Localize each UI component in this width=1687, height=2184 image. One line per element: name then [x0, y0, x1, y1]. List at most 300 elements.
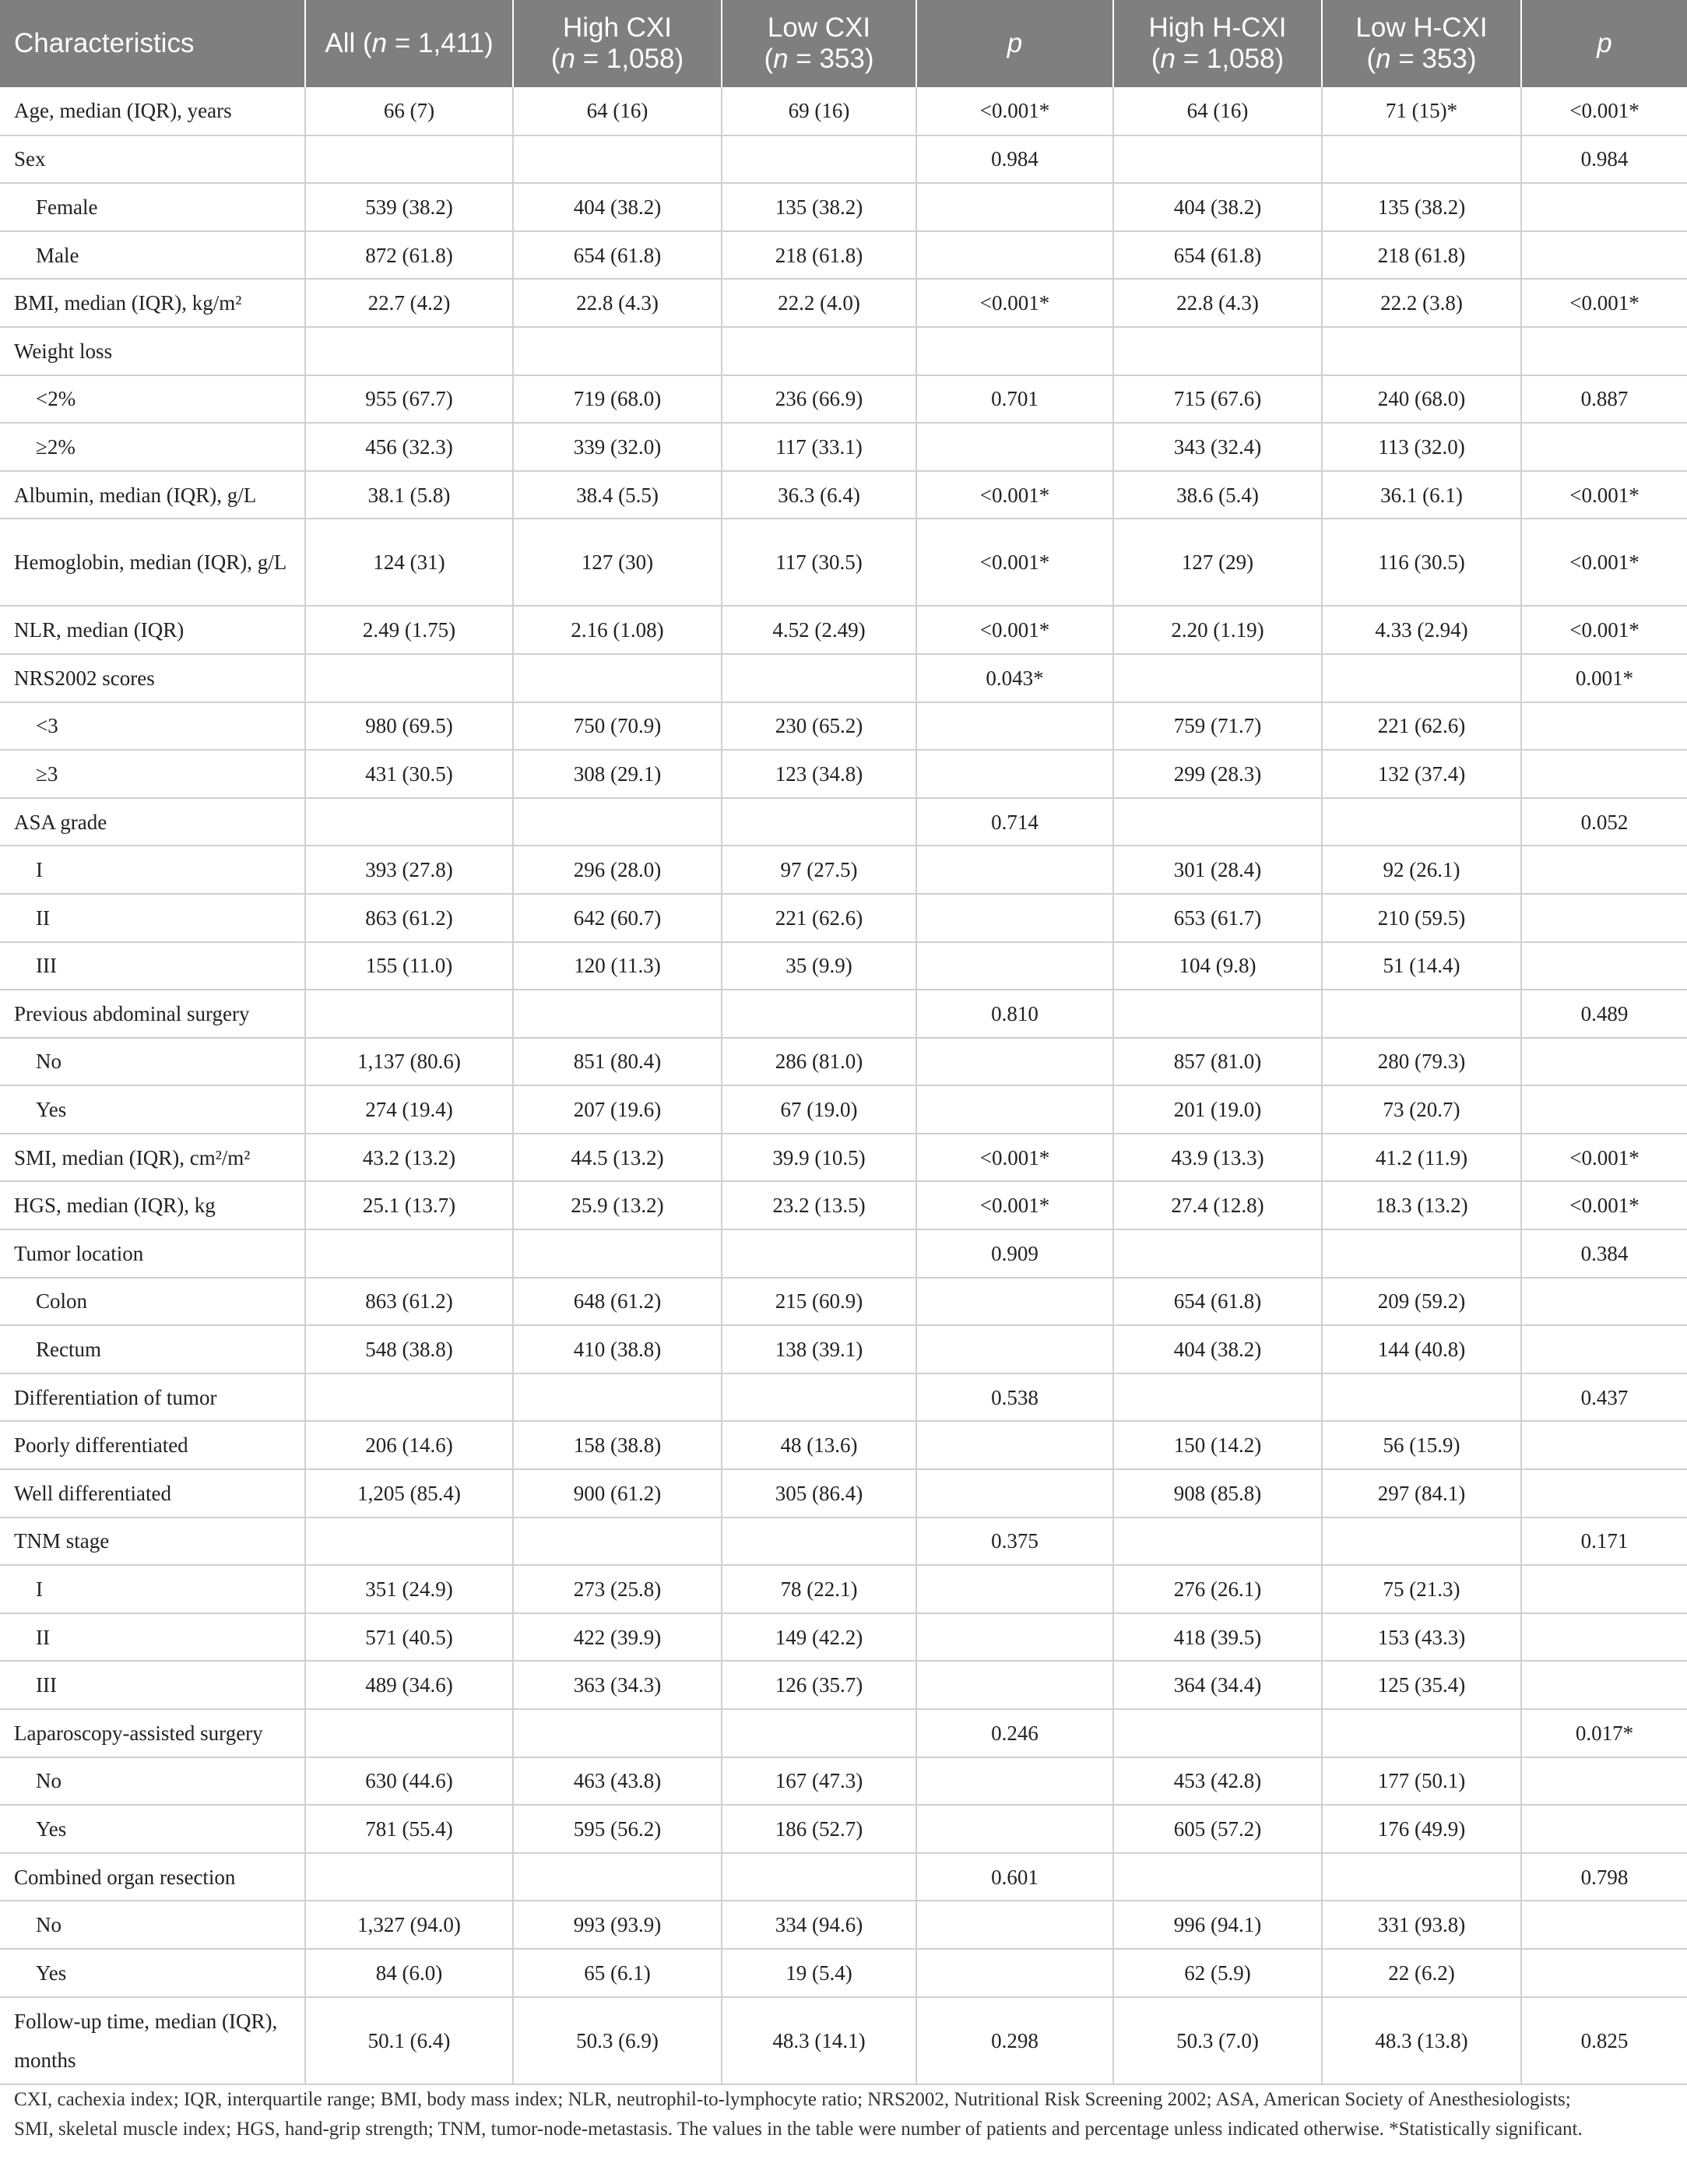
table-cell: 857 (81.0) [1113, 1038, 1322, 1086]
table-row [0, 1709, 1687, 1757]
table-cell: 539 (38.2) [305, 183, 513, 231]
row-label: <3 [0, 702, 305, 751]
table-row [0, 1901, 1687, 1949]
table-cell: 863 (61.2) [305, 1278, 513, 1326]
table-cell [1322, 1709, 1521, 1757]
table-row [0, 702, 1687, 751]
row-label: III [0, 942, 305, 990]
table-row [0, 1181, 1687, 1229]
table-row [0, 654, 1687, 702]
row-label: I [0, 1565, 305, 1613]
table-row [0, 1469, 1687, 1518]
table-cell: 177 (50.1) [1322, 1757, 1521, 1806]
table-cell [513, 654, 722, 702]
table-cell: 38.6 (5.4) [1113, 471, 1322, 519]
table-cell: 186 (52.7) [722, 1805, 916, 1853]
table-cell: 0.375 [916, 1518, 1113, 1566]
row-label: Male [0, 231, 305, 280]
table-cell [1113, 1518, 1322, 1566]
table-row [0, 231, 1687, 280]
table-cell [916, 327, 1113, 375]
table-cell [513, 1373, 722, 1422]
table-row [0, 1949, 1687, 1997]
table-cell: 0.798 [1521, 1853, 1687, 1901]
table-cell: 872 (61.8) [305, 231, 513, 280]
table-cell: 73 (20.7) [1322, 1085, 1521, 1134]
table-cell: 571 (40.5) [305, 1613, 513, 1662]
table-cell [916, 1038, 1113, 1086]
table-cell: 201 (19.0) [1113, 1085, 1322, 1134]
table-cell: 299 (28.3) [1113, 750, 1322, 798]
table-cell [722, 135, 916, 184]
column-header [1113, 0, 1322, 87]
table-cell: 0.171 [1521, 1518, 1687, 1566]
table-cell: 206 (14.6) [305, 1421, 513, 1469]
table-cell: 36.1 (6.1) [1322, 471, 1521, 519]
table-cell: 22.8 (4.3) [513, 279, 722, 327]
table-cell: 43.9 (13.3) [1113, 1134, 1322, 1182]
table-cell: 719 (68.0) [513, 375, 722, 424]
table-cell: <0.001* [916, 1181, 1113, 1229]
table-cell [916, 1613, 1113, 1662]
table-cell: 230 (65.2) [722, 702, 916, 751]
table-row [0, 1421, 1687, 1469]
table-cell [916, 1757, 1113, 1806]
table-cell: 117 (30.5) [722, 519, 916, 606]
row-label: ASA grade [0, 798, 305, 846]
table-cell: 648 (61.2) [513, 1278, 722, 1326]
column-header [1322, 0, 1521, 87]
table-cell [305, 327, 513, 375]
table-cell: 301 (28.4) [1113, 846, 1322, 894]
table-cell: <0.001* [916, 279, 1113, 327]
table-cell: 48.3 (13.8) [1322, 1997, 1521, 2084]
table-cell: 123 (34.8) [722, 750, 916, 798]
table-cell: 0.001* [1521, 654, 1687, 702]
table-cell: 50.3 (7.0) [1113, 1997, 1322, 2084]
table-cell [1113, 327, 1322, 375]
table-cell: 0.909 [916, 1229, 1113, 1278]
table-cell: 167 (47.3) [722, 1757, 916, 1806]
table-cell [1113, 1709, 1322, 1757]
table-cell: 67 (19.0) [722, 1085, 916, 1134]
table-cell: 463 (43.8) [513, 1757, 722, 1806]
table-cell: 126 (35.7) [722, 1661, 916, 1709]
table-cell: <0.001* [1521, 471, 1687, 519]
table-cell [916, 1565, 1113, 1613]
table-cell: 22 (6.2) [1322, 1949, 1521, 1997]
row-label: Female [0, 183, 305, 231]
table-cell: <0.001* [916, 87, 1113, 135]
table-cell: 207 (19.6) [513, 1085, 722, 1134]
row-label: Sex [0, 135, 305, 184]
table-cell [1322, 798, 1521, 846]
table-cell: 36.3 (6.4) [722, 471, 916, 519]
table-row [0, 87, 1687, 135]
table-cell [1521, 1421, 1687, 1469]
table-cell: 221 (62.6) [1322, 702, 1521, 751]
column-header-line: Low H-CXI [1355, 12, 1488, 43]
table-cell: 62 (5.9) [1113, 1949, 1322, 1997]
table-cell [722, 990, 916, 1038]
table-cell: <0.001* [1521, 87, 1687, 135]
row-label: Differentiation of tumor [0, 1373, 305, 1422]
row-label: Previous abdominal surgery [0, 990, 305, 1038]
table-cell [1521, 1469, 1687, 1518]
table-cell: 276 (26.1) [1113, 1565, 1322, 1613]
row-label: I [0, 846, 305, 894]
table-cell [1322, 1518, 1521, 1566]
table-cell [722, 654, 916, 702]
row-label: Yes [0, 1085, 305, 1134]
table-cell: 4.33 (2.94) [1322, 606, 1521, 654]
table-cell: 18.3 (13.2) [1322, 1181, 1521, 1229]
table-cell [916, 702, 1113, 751]
table-cell [305, 990, 513, 1038]
table-cell: 2.16 (1.08) [513, 606, 722, 654]
table-cell: 127 (30) [513, 519, 722, 606]
table-cell: 404 (38.2) [1113, 1325, 1322, 1373]
table-cell: 92 (26.1) [1322, 846, 1521, 894]
table-cell [1521, 1278, 1687, 1326]
table-cell: 351 (24.9) [305, 1565, 513, 1613]
table-cell: 0.825 [1521, 1997, 1687, 2084]
table-cell [1521, 1325, 1687, 1373]
table-cell [916, 750, 1113, 798]
table-cell: 0.489 [1521, 990, 1687, 1038]
table-cell: 64 (16) [513, 87, 722, 135]
table-cell: 117 (33.1) [722, 423, 916, 471]
row-label: Combined organ resection [0, 1853, 305, 1901]
table-cell: 221 (62.6) [722, 894, 916, 942]
column-header-line: High CXI [562, 12, 673, 43]
table-cell: 120 (11.3) [513, 942, 722, 990]
table-row [0, 1565, 1687, 1613]
table-cell [1521, 423, 1687, 471]
table-cell: 19 (5.4) [722, 1949, 916, 1997]
table-cell [1322, 1229, 1521, 1278]
table-cell [916, 1278, 1113, 1326]
table-cell: 605 (57.2) [1113, 1805, 1322, 1853]
table-cell [513, 327, 722, 375]
table-cell [1322, 1373, 1521, 1422]
table-cell: 210 (59.5) [1322, 894, 1521, 942]
row-label: Yes [0, 1949, 305, 1997]
table-row [0, 1134, 1687, 1182]
table-cell [916, 183, 1113, 231]
table-cell: 69 (16) [722, 87, 916, 135]
column-header-line: High H-CXI [1148, 12, 1287, 43]
table-cell: 1,137 (80.6) [305, 1038, 513, 1086]
table-cell: <0.001* [916, 519, 1113, 606]
column-header [0, 0, 305, 87]
table-row [0, 1997, 1687, 2084]
table-cell: 71 (15)* [1322, 87, 1521, 135]
table-cell [1113, 990, 1322, 1038]
table-cell: 56 (15.9) [1322, 1421, 1521, 1469]
table-cell: 418 (39.5) [1113, 1613, 1322, 1662]
row-label: NRS2002 scores [0, 654, 305, 702]
table-cell: 84 (6.0) [305, 1949, 513, 1997]
table-cell [1322, 990, 1521, 1038]
table-cell: 343 (32.4) [1113, 423, 1322, 471]
table-cell: 135 (38.2) [722, 183, 916, 231]
table-cell: 2.20 (1.19) [1113, 606, 1322, 654]
table-cell: 125 (35.4) [1322, 1661, 1521, 1709]
header-row [0, 0, 1687, 87]
table-cell: 489 (34.6) [305, 1661, 513, 1709]
table-cell: 209 (59.2) [1322, 1278, 1521, 1326]
table-cell [1521, 942, 1687, 990]
row-label: Weight loss [0, 327, 305, 375]
table-cell: 25.9 (13.2) [513, 1181, 722, 1229]
table-cell [1521, 327, 1687, 375]
column-header-line: All (n = 1,411) [325, 28, 494, 58]
column-header-subline: (n = 1,058) [1151, 44, 1285, 74]
table-row [0, 183, 1687, 231]
table-cell [1521, 1757, 1687, 1806]
table-cell: 404 (38.2) [1113, 183, 1322, 231]
table-cell: 0.052 [1521, 798, 1687, 846]
table-header [0, 0, 1687, 87]
table-cell [916, 1421, 1113, 1469]
table-row [0, 423, 1687, 471]
column-header-subline: (n = 1,058) [550, 44, 684, 74]
table-cell: 39.9 (10.5) [722, 1134, 916, 1182]
table-row [0, 1518, 1687, 1566]
row-label: Hemoglobin, median (IQR), g/L [0, 519, 305, 606]
table-cell: 908 (85.8) [1113, 1469, 1322, 1518]
table-cell: 274 (19.4) [305, 1085, 513, 1134]
table-cell [916, 1805, 1113, 1853]
column-header [513, 0, 722, 87]
table-cell: 23.2 (13.5) [722, 1181, 916, 1229]
table-cell [722, 1518, 916, 1566]
table-cell [305, 1853, 513, 1901]
table-cell: 0.043* [916, 654, 1113, 702]
table-cell: 132 (37.4) [1322, 750, 1521, 798]
table-cell: 280 (79.3) [1322, 1038, 1521, 1086]
column-header-subline: (n = 353) [764, 44, 874, 74]
table-cell [722, 327, 916, 375]
table-cell: 654 (61.8) [1113, 231, 1322, 280]
table-cell: 116 (30.5) [1322, 519, 1521, 606]
table-cell: 215 (60.9) [722, 1278, 916, 1326]
table-cell: 218 (61.8) [722, 231, 916, 280]
column-header-subline: (n = 353) [1366, 44, 1477, 74]
table-cell [1521, 1565, 1687, 1613]
table-cell [1113, 798, 1322, 846]
table-cell: <0.001* [1521, 279, 1687, 327]
row-label: No [0, 1901, 305, 1949]
table-cell: 78 (22.1) [722, 1565, 916, 1613]
table-cell: 715 (67.6) [1113, 375, 1322, 424]
table-cell: 75 (21.3) [1322, 1565, 1521, 1613]
table-cell: 453 (42.8) [1113, 1757, 1322, 1806]
table-cell: 66 (7) [305, 87, 513, 135]
table-cell [722, 1373, 916, 1422]
table-cell: 0.437 [1521, 1373, 1687, 1422]
table-cell: 595 (56.2) [513, 1805, 722, 1853]
table-row [0, 279, 1687, 327]
table-cell [513, 990, 722, 1038]
table-cell [305, 654, 513, 702]
table-cell: 548 (38.8) [305, 1325, 513, 1373]
table-body [0, 87, 1687, 2084]
table-cell [305, 1709, 513, 1757]
table-row [0, 1325, 1687, 1373]
table-cell [916, 894, 1113, 942]
table-cell: 654 (61.8) [513, 231, 722, 280]
table-cell: 44.5 (13.2) [513, 1134, 722, 1182]
table-row [0, 375, 1687, 424]
table-cell [1521, 846, 1687, 894]
table-cell: 273 (25.8) [513, 1565, 722, 1613]
row-label: Age, median (IQR), years [0, 87, 305, 135]
table-cell [916, 942, 1113, 990]
table-cell: 50.1 (6.4) [305, 1997, 513, 2084]
table-cell: 0.810 [916, 990, 1113, 1038]
table-cell: 0.017* [1521, 1709, 1687, 1757]
table-cell: 331 (93.8) [1322, 1901, 1521, 1949]
table-cell: 65 (6.1) [513, 1949, 722, 1997]
table-cell: 308 (29.1) [513, 750, 722, 798]
table-cell: 127 (29) [1113, 519, 1322, 606]
table-cell: 0.298 [916, 1997, 1113, 2084]
table-cell [916, 1661, 1113, 1709]
table-cell: 124 (31) [305, 519, 513, 606]
table-cell: 955 (67.7) [305, 375, 513, 424]
table-cell: 0.701 [916, 375, 1113, 424]
table-cell: 1,205 (85.4) [305, 1469, 513, 1518]
table-cell: 138 (39.1) [722, 1325, 916, 1373]
row-label: III [0, 1661, 305, 1709]
table-cell: 150 (14.2) [1113, 1421, 1322, 1469]
row-label: Follow-up time, median (IQR), months [0, 1997, 305, 2084]
table-cell: 43.2 (13.2) [305, 1134, 513, 1182]
table-cell: 22.7 (4.2) [305, 279, 513, 327]
table-cell [916, 423, 1113, 471]
table-cell: 456 (32.3) [305, 423, 513, 471]
table-cell: 653 (61.7) [1113, 894, 1322, 942]
table-row [0, 1038, 1687, 1086]
table-cell: 2.49 (1.75) [305, 606, 513, 654]
table-cell: 0.538 [916, 1373, 1113, 1422]
table-cell [916, 1901, 1113, 1949]
table-cell: 38.4 (5.5) [513, 471, 722, 519]
table-cell: 149 (42.2) [722, 1613, 916, 1662]
table-row [0, 798, 1687, 846]
table-row [0, 1613, 1687, 1662]
table-cell: 41.2 (11.9) [1322, 1134, 1521, 1182]
table-cell [1521, 1661, 1687, 1709]
row-label: II [0, 894, 305, 942]
table-cell: 781 (55.4) [305, 1805, 513, 1853]
table-row [0, 1661, 1687, 1709]
table-row [0, 942, 1687, 990]
table-cell: 1,327 (94.0) [305, 1901, 513, 1949]
column-header-line: Characteristics [14, 28, 195, 58]
table-footnote: CXI, cachexia index; IQR, interquartile range; BMI, body mass index; NLR, neutrophil-to-lymphocyte ratio; NRS2002, Nutritional Risk Screening 2002; ASA, American Society of Anesthesiologists; SMI, skeletal muscle index; HGS, hand-grip strength; TNM, tumor-node-metastasis. The values in the table were number of patients and percentage unless indicated otherwise. *Statistically significant. [14, 2089, 1583, 2140]
column-header [722, 0, 916, 87]
table-cell [722, 1229, 916, 1278]
table-cell: 422 (39.9) [513, 1613, 722, 1662]
row-label: HGS, median (IQR), kg [0, 1181, 305, 1229]
table-cell [1322, 1853, 1521, 1901]
table-cell: 218 (61.8) [1322, 231, 1521, 280]
table-cell: 339 (32.0) [513, 423, 722, 471]
table-cell: 0.984 [916, 135, 1113, 184]
column-header [916, 0, 1113, 87]
table-cell: 297 (84.1) [1322, 1469, 1521, 1518]
table-cell: 0.601 [916, 1853, 1113, 1901]
table-cell: 153 (43.3) [1322, 1613, 1521, 1662]
table-cell: 410 (38.8) [513, 1325, 722, 1373]
table-cell [1113, 654, 1322, 702]
table-cell [305, 1229, 513, 1278]
row-label: Laparoscopy-assisted surgery [0, 1709, 305, 1757]
table-cell: 900 (61.2) [513, 1469, 722, 1518]
table-cell: 642 (60.7) [513, 894, 722, 942]
column-header-line: p [1007, 28, 1023, 58]
table-cell [916, 846, 1113, 894]
table-cell: <0.001* [916, 471, 1113, 519]
table-cell: 135 (38.2) [1322, 183, 1521, 231]
table-cell: 993 (93.9) [513, 1901, 722, 1949]
table-cell: 176 (49.9) [1322, 1805, 1521, 1853]
table-cell: 851 (80.4) [513, 1038, 722, 1086]
table-row [0, 1853, 1687, 1901]
table-cell: 50.3 (6.9) [513, 1997, 722, 2084]
table-cell [305, 798, 513, 846]
table-cell: 38.1 (5.8) [305, 471, 513, 519]
table-cell [305, 1373, 513, 1422]
table-cell [513, 798, 722, 846]
table-cell [916, 1469, 1113, 1518]
table-cell: 35 (9.9) [722, 942, 916, 990]
table-cell: 236 (66.9) [722, 375, 916, 424]
table-cell [513, 1229, 722, 1278]
row-label: ≥3 [0, 750, 305, 798]
table-row [0, 1805, 1687, 1853]
table-cell [722, 798, 916, 846]
table-cell [513, 1709, 722, 1757]
table-cell: 0.887 [1521, 375, 1687, 424]
table-cell [1521, 1085, 1687, 1134]
table-cell [1113, 1373, 1322, 1422]
table-cell: <0.001* [1521, 606, 1687, 654]
table-cell [1113, 1853, 1322, 1901]
column-header [1521, 0, 1687, 87]
table-cell: 240 (68.0) [1322, 375, 1521, 424]
row-label: SMI, median (IQR), cm²/m² [0, 1134, 305, 1182]
row-label: II [0, 1613, 305, 1662]
row-label: No [0, 1038, 305, 1086]
table-cell [513, 1518, 722, 1566]
table-cell [916, 231, 1113, 280]
table-cell: 750 (70.9) [513, 702, 722, 751]
table-cell: <0.001* [916, 1134, 1113, 1182]
table-row [0, 471, 1687, 519]
table-cell [1322, 654, 1521, 702]
row-label: Albumin, median (IQR), g/L [0, 471, 305, 519]
table-cell: 64 (16) [1113, 87, 1322, 135]
table-row [0, 1278, 1687, 1326]
table-cell [1322, 135, 1521, 184]
table-cell: 759 (71.7) [1113, 702, 1322, 751]
table-row [0, 894, 1687, 942]
table-cell: 654 (61.8) [1113, 1278, 1322, 1326]
